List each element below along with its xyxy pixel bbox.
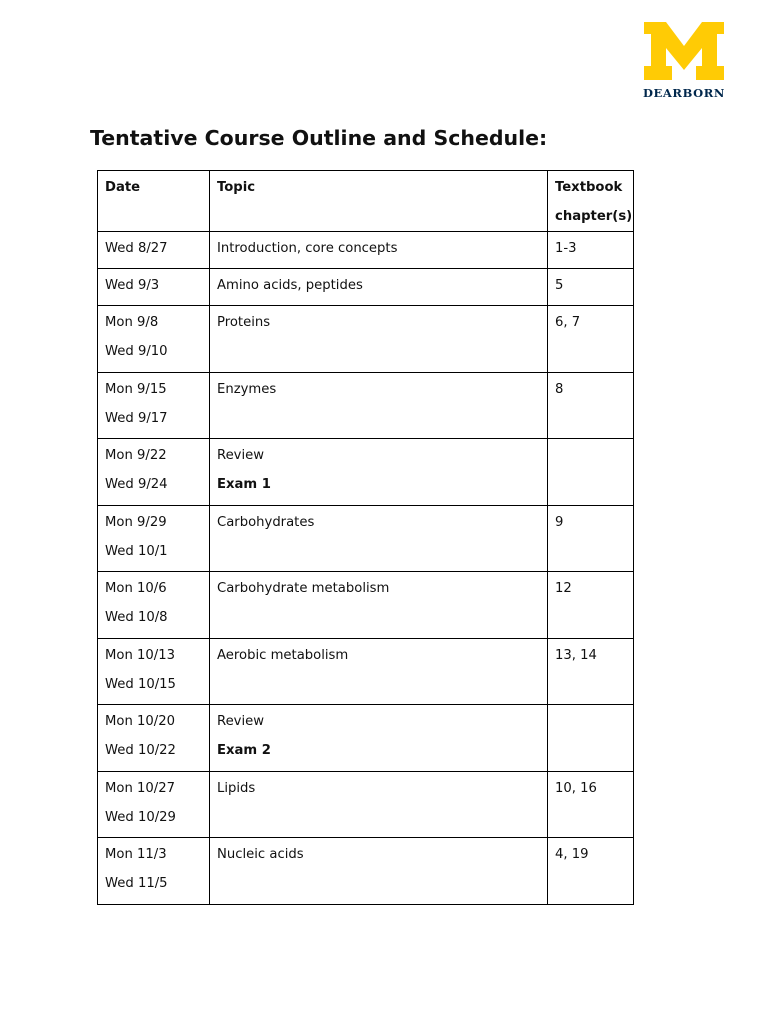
table-row <box>98 306 634 373</box>
table-row <box>98 269 634 306</box>
cell-topic: Amino acids, peptides <box>210 269 548 306</box>
cell-chapters: 13, 14 <box>548 638 634 705</box>
table-row <box>98 439 634 506</box>
cell-topic: Proteins <box>210 306 548 373</box>
page-title: Tentative Course Outline and Schedule: <box>90 126 548 150</box>
table-row <box>98 232 634 269</box>
cell-chapters: 8 <box>548 372 634 439</box>
university-logo <box>640 20 728 100</box>
cell-date: Mon 9/29 Wed 10/1 <box>98 505 210 572</box>
cell-chapters: 12 <box>548 572 634 639</box>
cell-chapters: 6, 7 <box>548 306 634 373</box>
cell-topic: Introduction, core concepts <box>210 232 548 269</box>
logo-wordmark: DEARBORN <box>642 86 726 100</box>
cell-topic: Lipids <box>210 771 548 838</box>
cell-date: Mon 10/6 Wed 10/8 <box>98 572 210 639</box>
cell-chapters: 5 <box>548 269 634 306</box>
table-header-row <box>98 171 634 232</box>
cell-topic: Carbohydrates <box>210 505 548 572</box>
cell-topic: Nucleic acids <box>210 838 548 905</box>
table-row <box>98 505 634 572</box>
cell-topic: Review Exam 2 <box>210 705 548 772</box>
table-row <box>98 771 634 838</box>
cell-date: Wed 8/27 <box>98 232 210 269</box>
cell-date: Wed 9/3 <box>98 269 210 306</box>
cell-chapters: 4, 19 <box>548 838 634 905</box>
cell-date: Mon 9/8 Wed 9/10 <box>98 306 210 373</box>
cell-chapters: 10, 16 <box>548 771 634 838</box>
table-row <box>98 372 634 439</box>
schedule-table <box>97 170 634 905</box>
cell-chapters: 1-3 <box>548 232 634 269</box>
cell-date: Mon 10/27 Wed 10/29 <box>98 771 210 838</box>
cell-chapters <box>548 705 634 772</box>
cell-date: Mon 9/15 Wed 9/17 <box>98 372 210 439</box>
cell-chapters <box>548 439 634 506</box>
table-row <box>98 705 634 772</box>
cell-date: Mon 10/13 Wed 10/15 <box>98 638 210 705</box>
cell-topic: Enzymes <box>210 372 548 439</box>
cell-date: Mon 10/20 Wed 10/22 <box>98 705 210 772</box>
header-date: Date <box>98 171 210 232</box>
table-row <box>98 838 634 905</box>
table-row <box>98 638 634 705</box>
cell-date: Mon 9/22 Wed 9/24 <box>98 439 210 506</box>
header-topic: Topic <box>210 171 548 232</box>
cell-topic: Carbohydrate metabolism <box>210 572 548 639</box>
cell-date: Mon 11/3 Wed 11/5 <box>98 838 210 905</box>
cell-topic: Aerobic metabolism <box>210 638 548 705</box>
cell-topic: Review Exam 1 <box>210 439 548 506</box>
header-chapters: Textbook chapter(s) <box>548 171 634 232</box>
block-m-icon <box>640 20 728 82</box>
cell-chapters: 9 <box>548 505 634 572</box>
table-row <box>98 572 634 639</box>
